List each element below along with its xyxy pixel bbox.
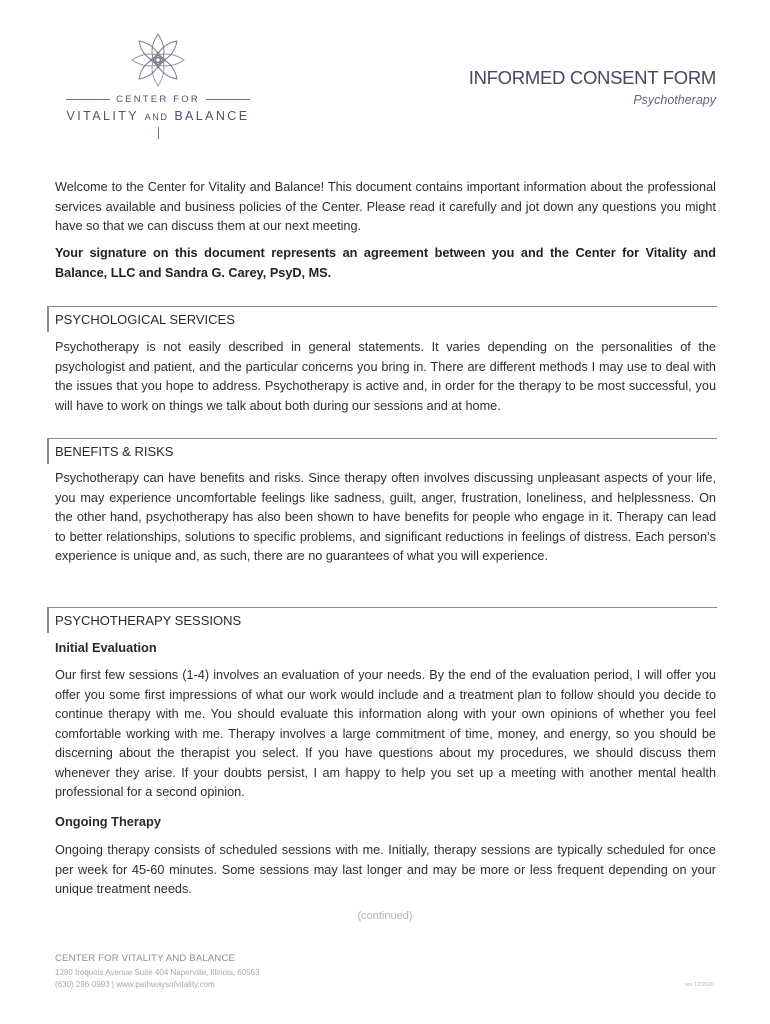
section-title: PSYCHOLOGICAL SERVICES — [55, 312, 235, 327]
footer-contact: (630) 286-0993 | www.pathwaysofvitality.com — [55, 980, 215, 989]
logo-stem — [158, 127, 159, 139]
subhead-initial-evaluation: Initial Evaluation — [55, 640, 157, 655]
lotus-icon — [126, 28, 190, 92]
center-logo — [60, 28, 256, 139]
initial-evaluation-paragraph: Our first few sessions (1-4) involves an evaluation of your needs. By the end of the evaluation period, I will offer you offer you some first impressions of what our work would include and a treatment plan to follow should you decide to continue therapy with me. You should evaluate this information along with your own opinions of whether you feel comfortable working with me. Therapy involves a large commitment of time, money, and energy, so you should be discerning about the therapist you select. If you have questions about my procedures, we should discuss them whenever they arise. If your doubts persist, I am happy to help you set up a meeting with another mental health professional for a second opinion. — [55, 668, 716, 799]
logo-tagline — [60, 94, 256, 105]
agreement-paragraph: Your signature on this document represents an agreement between you and the Center for Vitality and Balance, LLC and Sandra G. Carey, PsyD, MS. — [55, 246, 716, 280]
section-header-psychological-services — [47, 306, 717, 332]
footer-organization: CENTER FOR VITALITY AND BALANCE — [55, 953, 236, 964]
logo-word-balance: BALANCE — [174, 109, 250, 123]
logo-line1-text: CENTER FOR — [116, 94, 200, 105]
section-title: PSYCHOTHERAPY SESSIONS — [55, 613, 242, 628]
logo-word-vitality: VITALITY — [66, 109, 139, 123]
section-header-psychotherapy-sessions — [47, 607, 717, 633]
footer-revision: rev 12/2020 — [684, 982, 714, 988]
section-header-benefits-risks — [47, 438, 717, 464]
document-title: INFORMED CONSENT FORM — [468, 67, 716, 88]
subhead-ongoing-therapy: Ongoing Therapy — [55, 814, 161, 829]
ongoing-therapy-paragraph: Ongoing therapy consists of scheduled sessions with me. Initially, therapy sessions are typically scheduled for once per week for 45-60 minutes. Some sessions may last longer and may be more or less frequent depending on your unique treatment needs. — [55, 843, 716, 896]
logo-word-and: AND — [144, 112, 169, 122]
continued-note: (continued) — [357, 910, 413, 922]
footer-address: 1280 Iroquois Avenue Suite 404 Naperville, Illinois, 60563 — [55, 968, 260, 977]
services-paragraph: Psychotherapy is not easily described in general statements. It varies depending on the personalities of the psychologist and patient, and the particular concerns you bring in. There are different methods I may use to deal with the issues that you hope to address. Psychotherapy is active and, in order for the therapy to be most successful, you will have to work on things we talk about both during our sessions and at home. — [55, 340, 716, 413]
benefits-paragraph: Psychotherapy can have benefits and risks. Since therapy often involves discussing unpleasant aspects of your life, you may experience uncomfortable feelings like sadness, guilt, anger, frustration, loneliness, and helplessness. On the other hand, psychotherapy has also been shown to have benefits for people who engage in it. Therapy can lead to better relationships, solutions to specific problems, and significant reductions in feelings of distress. Each person’s experience is unique and, as such, there are no guarantees of what you will experience. — [55, 471, 716, 563]
logo-wordmark — [60, 109, 256, 123]
document-subtitle: Psychotherapy — [633, 93, 716, 107]
welcome-paragraph: Welcome to the Center for Vitality and Balance! This document contains important information about the professional services available and business policies of the Center. Please read it carefully and jot down any questions you might have so that we can discuss them at our next meeting. — [55, 180, 716, 233]
section-title: BENEFITS & RISKS — [55, 444, 174, 459]
